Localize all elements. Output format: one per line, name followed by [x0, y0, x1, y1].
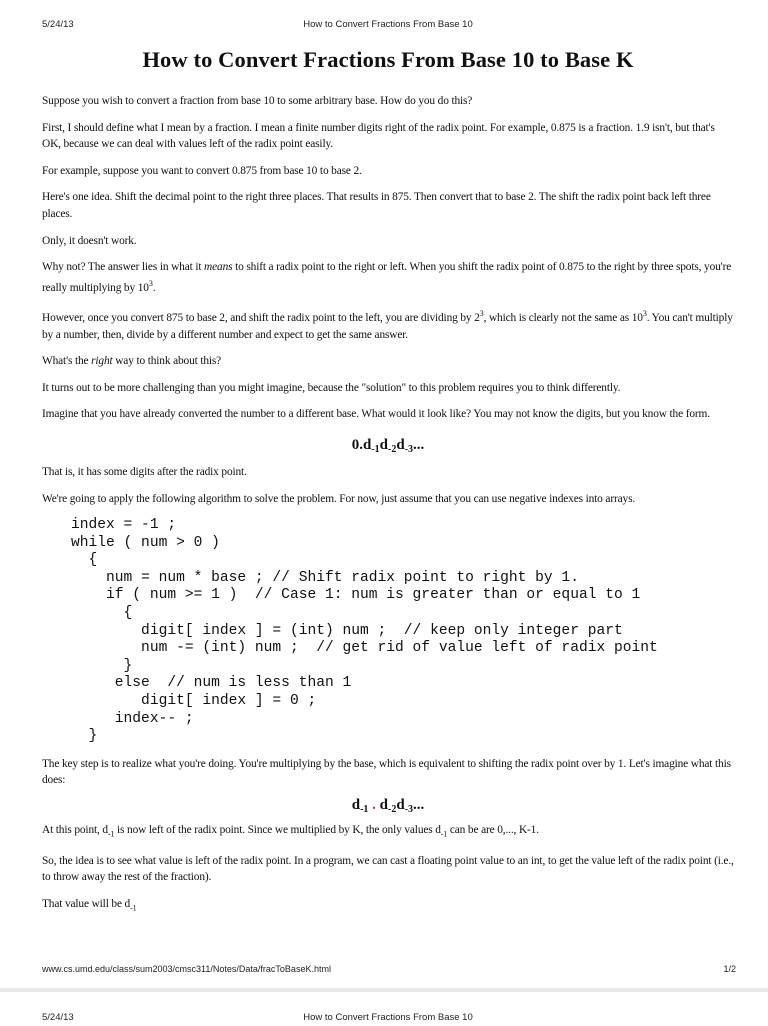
emphasis-right: right: [91, 355, 113, 368]
paragraph-define-fraction: First, I should define what I mean by a fraction. I mean a finite number digits right of the radix point. For example, 0.875 is a fraction. 1.9 isn't, but that's OK, because we can deal with values left of the radix point easily.: [42, 121, 715, 151]
paragraph-that-value: [42, 896, 734, 917]
page-number: 1/2: [723, 964, 736, 974]
text-span: .: [152, 281, 156, 294]
text-span: is now left of the radix point. Since we multiplied by K, the only values d: [114, 824, 441, 836]
text-span: to shift a radix point to the right or left. When you shift the radix point of 0.875 to the right by three spots, you're really multiplying by 10: [42, 261, 732, 294]
next-page-title: How to Convert Fractions From Base 10: [303, 1012, 473, 1023]
formula-text: d: [351, 797, 361, 813]
radix-point-marker: .: [372, 797, 376, 813]
next-page-date: 5/24/13: [42, 1012, 74, 1023]
formula-text: ...: [413, 797, 425, 813]
formula-shifted: [42, 795, 734, 820]
formula-subscript: -3: [404, 804, 414, 815]
formula-subscript: -3: [404, 443, 414, 455]
formula-digits: [42, 435, 734, 460]
paragraph-right-way: [42, 353, 734, 370]
formula-subscript: -2: [388, 804, 397, 815]
formula-subscript: -2: [388, 443, 397, 455]
formula-text: d: [379, 436, 388, 453]
formula-text: 0.d: [351, 436, 372, 453]
paragraph-imagine: Imagine that you have already converted the number to a different base. What would it look like? You may not know the digits, but you know the form.: [42, 408, 710, 421]
superscript: 3: [642, 309, 647, 319]
paragraph-one-idea: Here's one idea. Shift the decimal point to the right three places. That results in 875. Then convert that to base 2. The shift the radix point back left three places.: [42, 191, 711, 220]
formula-text: d: [396, 436, 405, 453]
superscript: 3: [148, 278, 153, 288]
text-span: At this point, d: [42, 824, 108, 836]
text-span: That value will be d: [42, 898, 131, 911]
print-header: [42, 19, 734, 33]
text-span: , which is clearly not the same as 10: [483, 311, 643, 324]
print-date: 5/24/13: [42, 19, 74, 30]
document-body: [42, 40, 734, 917]
paragraph-example: For example, suppose you want to convert 0.875 from base 10 to base 2.: [42, 164, 362, 177]
formula-subscript: -1: [371, 443, 380, 455]
paragraph-challenging: It turns out to be more challenging than you might imagine, because the "solution" to this problem requires you to think differently.: [42, 381, 621, 394]
paragraph-why-not: [42, 259, 734, 296]
text-span: Why not? The answer lies in what it: [42, 261, 205, 274]
emphasis-means: means: [204, 261, 233, 274]
text-span: However, once you convert 875 to base 2, and shift the radix point to the left, you are dividing by 2: [42, 311, 480, 324]
page-title: How to Convert Fractions From Base 10 to Base K: [142, 47, 634, 72]
subscript: -1: [107, 829, 115, 839]
paragraph-digits-after: That is, it has some digits after the radix point.: [42, 465, 247, 478]
print-footer: [42, 964, 736, 978]
text-span: can be are 0,..., K-1.: [447, 824, 539, 836]
text-span: What's the: [42, 355, 92, 368]
page-separator: [0, 988, 768, 992]
paragraph-intro: Suppose you wish to convert a fraction from base 10 to some arbitrary base. How do you do this?: [42, 95, 473, 107]
formula-text: ...: [413, 436, 425, 453]
subscript: -1: [130, 903, 137, 913]
source-url: www.cs.umd.edu/class/sum2003/cmsc311/Notes/Data/fracToBaseK.html: [42, 964, 331, 974]
paragraph-the-idea: So, the idea is to see what value is left of the radix point. In a program, we can cast a floating point value to an int, to get the value left of the radix point (i.e., to throw away the rest of the fraction).: [42, 854, 734, 884]
paragraph-doesnt-work: Only, it doesn't work.: [42, 234, 137, 247]
paragraph-key-step: The key step is to realize what you're doing. You're multiplying by the base, which is equivalent to shifting the radix point over by 1. Let's imagine what this does:: [42, 757, 731, 787]
paragraph-however: [42, 306, 734, 343]
text-span: way to think about this?: [112, 355, 222, 368]
print-title: How to Convert Fractions From Base 10: [303, 19, 473, 30]
paragraph-at-this-point: [42, 822, 734, 843]
subscript: -1: [440, 829, 448, 839]
paragraph-algorithm: We're going to apply the following algorithm to solve the problem. For now, just assume that you can use negative indexes into arrays.: [42, 492, 636, 505]
code-block-algorithm: index = -1 ; while ( num > 0 ) { num = num * base ; // Shift radix point to right by 1. if ( num >= 1 ) // Case 1: num is greater than or equal to 1 { digit[ index ] = (int) num ; // keep only integer part num -= (int) num ; // get rid of value left of radix point } else // num is less than 1 digit[ index ] = 0 ; index-- ; }: [71, 517, 658, 745]
text-span: . You can't multiply by a number, then, divide by a different number and expect to get the same answer.: [42, 311, 733, 341]
formula-text: d: [396, 797, 405, 813]
formula-text: d: [379, 797, 388, 813]
superscript: 3: [479, 309, 484, 319]
formula-subscript: -1: [360, 804, 369, 815]
